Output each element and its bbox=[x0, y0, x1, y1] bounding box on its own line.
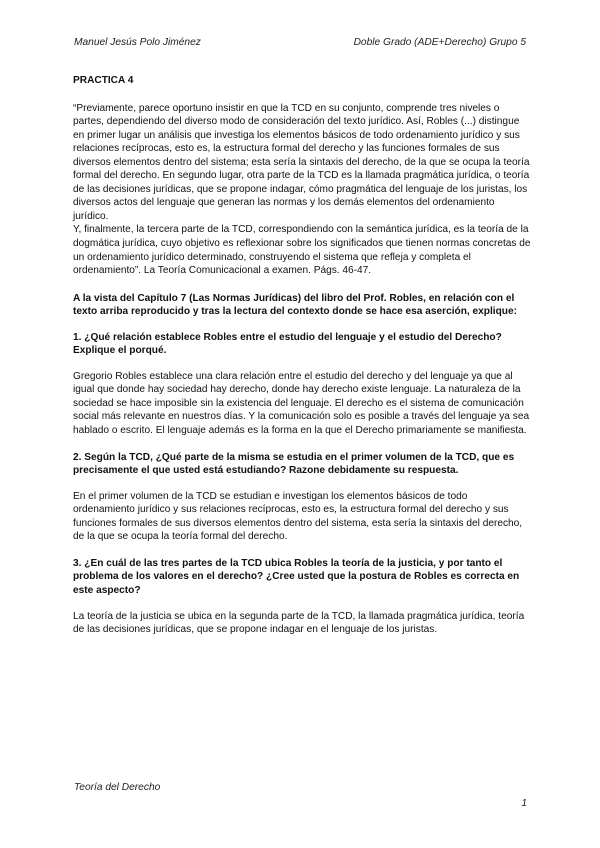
answer-2: En el primer volumen de la TCD se estudian e investigan los elementos básicos de todo ordenamiento jurídico y sus relaciones recíprocas, esto es, la estructura formal del derecho y sus funciones formales de sus diversos elementos dentro del sistema, esta sería la sintaxis del derecho, de la que se ocupa la teoría formal del derecho. bbox=[73, 490, 523, 543]
instruction-heading: A la vista del Capítulo 7 (Las Normas Jurídicas) del libro del Prof. Robles, en relación con el texto arriba reproducido y tras la lectura del contexto donde se hace esa aserción, explique: bbox=[73, 292, 517, 318]
quote-paragraph-2: Y, finalmente, la tercera parte de la TCD, correspondiendo con la semántica jurídica, es la teoría de la dogmática jurídica, cuyo objetivo es reflexionar sobre los significados que tienen normas concretas de un ordenamiento jurídico determinado, construyendo el sistema que refleja y completa el ordenamiento”. La Teoría Comunicacional a examen. Págs. 46-47. bbox=[73, 224, 531, 277]
header-author: Manuel Jesús Polo Jiménez bbox=[74, 37, 201, 48]
question-3: 3. ¿En cuál de las tres partes de la TCD ubica Robles la teoría de la justicia, y por tanto el problema de los valores en el derecho? ¿Cree usted que la postura de Robles es correcta en este aspecto? bbox=[73, 557, 520, 596]
header-course: Doble Grado (ADE+Derecho) Grupo 5 bbox=[353, 37, 526, 48]
quote-paragraph-1: “Previamente, parece oportuno insistir en que la TCD en su conjunto, comprende tres niveles o partes, dependiendo del diverso modo de consideración del texto jurídico. Así, Robles (...) distingue en primer lugar un análisis que investiga los elementos básicos de todo ordenamiento jurídico y sus relaciones recíprocas, esto es, la estructura formal del derecho y las funciones formales de sus diversos elementos dentro del sistema; esta sería la sintaxis del derecho, de la que se ocupa la teoría formal del derecho. En segundo lugar, otra parte de la TCD es la llamada pragmática jurídica, o teoría de las decisiones jurídicas, que se propone indagar, cómo pragmática del lenguaje de los juristas, los diversos actos del lenguaje que generan las normas y los demás elementos del ordenamiento jurídico. bbox=[73, 102, 530, 222]
document-body bbox=[73, 74, 531, 650]
answer-1: Gregorio Robles establece una clara relación entre el estudio del derecho y del lenguaje ya que al igual que donde hay sociedad hay derecho, donde hay derecho existe lenguaje. La naturaleza de la sociedad se hace imposible sin la existencia del lenguaje. El derecho es el sistema de comunicación social más relevante en nuestros días. Y la comunicación solo es posible a través del lenguaje ya sea hablado o escrito. El lenguaje además es la forma en la que el Derecho primariamente se manifiesta. bbox=[73, 370, 530, 437]
page-number: 1 bbox=[521, 798, 527, 809]
question-2: 2. Según la TCD, ¿Qué parte de la misma se estudia en el primer volumen de la TCD, que es precisamente el que usted está estudiando? Razone debidamente su respuesta. bbox=[73, 451, 515, 477]
footer-subject: Teoría del Derecho bbox=[74, 782, 161, 793]
question-1: 1. ¿Qué relación establece Robles entre el estudio del lenguaje y el estudio del Derecho? Explique el porqué. bbox=[73, 331, 502, 357]
answer-3: La teoría de la justicia se ubica en la segunda parte de la TCD, la llamada pragmática jurídica, teoría de las decisiones jurídicas, que se propone indagar en el lenguaje de los juristas. bbox=[73, 610, 525, 636]
document-title: PRACTICA 4 bbox=[73, 75, 134, 86]
